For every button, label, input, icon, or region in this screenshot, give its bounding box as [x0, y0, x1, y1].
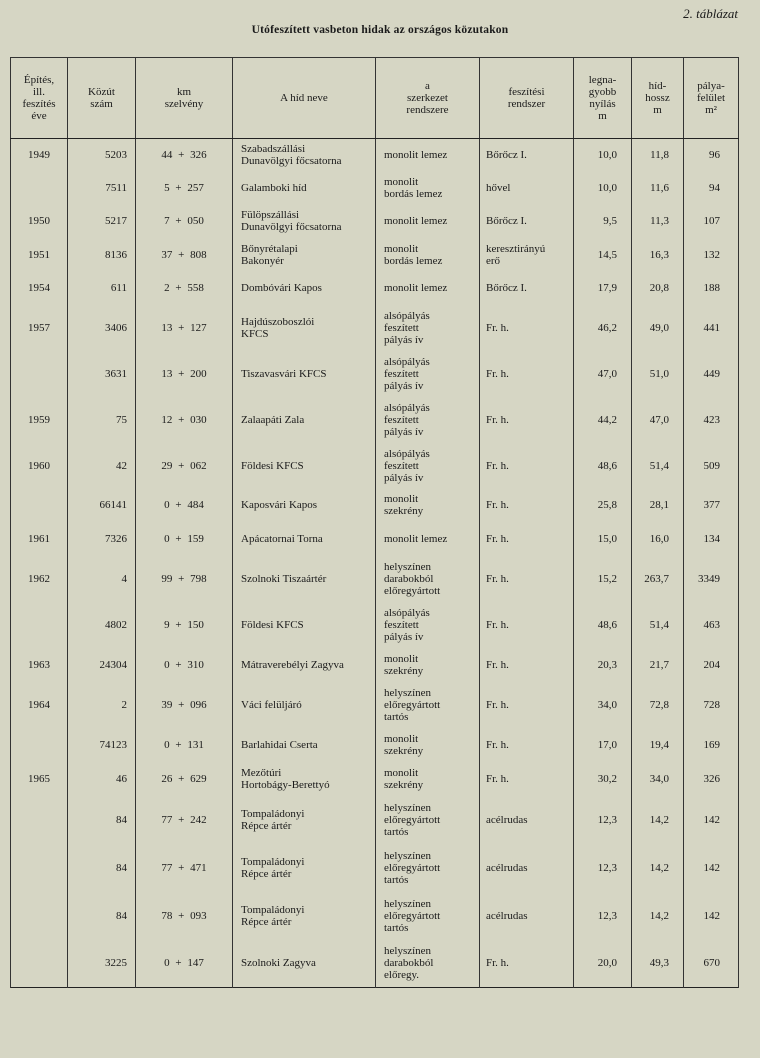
cell-road: 46 — [68, 762, 136, 796]
cell-name: Galamboki híd — [233, 171, 376, 205]
cell-name: Mezőtúri Hortobágy-Berettyó — [233, 762, 376, 796]
cell-name: Tompaládonyi Répce ártér — [233, 796, 376, 844]
cell-structure: alsópályás feszített pályás ív — [376, 305, 480, 351]
cell-year: 1962 — [11, 556, 68, 602]
cell-area: 509 — [684, 443, 739, 489]
cell-length: 14,2 — [632, 796, 684, 844]
cell-name: Fülöpszállási Dunavölgyi főcsatorna — [233, 205, 376, 238]
cell-km: 78 + 093 — [136, 892, 233, 940]
cell-year: 1963 — [11, 648, 68, 682]
cell-structure: monolit szekrény — [376, 728, 480, 762]
cell-structure: monolit szekrény — [376, 489, 480, 522]
cell-structure: monolit lemez — [376, 522, 480, 556]
cell-name: Zalaapáti Zala — [233, 397, 376, 443]
table-row — [11, 305, 739, 351]
cell-km: 99 + 798 — [136, 556, 233, 602]
cell-road: 4 — [68, 556, 136, 602]
cell-length: 11,6 — [632, 171, 684, 205]
cell-span: 10,0 — [574, 139, 632, 171]
cell-road: 42 — [68, 443, 136, 489]
cell-span: 44,2 — [574, 397, 632, 443]
cell-year: 1951 — [11, 238, 68, 272]
cell-length: 14,2 — [632, 844, 684, 892]
cell-structure: alsópályás feszített pályás ív — [376, 602, 480, 648]
cell-area: 3349 — [684, 556, 739, 602]
header-area: pálya- felület m² — [684, 58, 739, 139]
cell-name: Szabadszállási Dunavölgyi főcsatorna — [233, 139, 376, 171]
cell-span: 15,2 — [574, 556, 632, 602]
cell-system: Bőrőcz I. — [480, 205, 574, 238]
cell-system: Fr. h. — [480, 397, 574, 443]
cell-area: 670 — [684, 940, 739, 988]
cell-length: 19,4 — [632, 728, 684, 762]
table-row — [11, 556, 739, 602]
cell-km: 7 + 050 — [136, 205, 233, 238]
cell-span: 20,3 — [574, 648, 632, 682]
cell-system: keresztirányú erő — [480, 238, 574, 272]
cell-year — [11, 796, 68, 844]
cell-system: Bőrőcz I. — [480, 139, 574, 171]
cell-road: 8136 — [68, 238, 136, 272]
cell-structure: alsópályás feszített pályás ív — [376, 351, 480, 397]
cell-km: 2 + 558 — [136, 272, 233, 305]
cell-km: 77 + 471 — [136, 844, 233, 892]
cell-name: Földesi KFCS — [233, 602, 376, 648]
cell-system: acélrudas — [480, 844, 574, 892]
cell-name: Barlahidai Cserta — [233, 728, 376, 762]
cell-name: Hajdúszoboszlói KFCS — [233, 305, 376, 351]
cell-area: 142 — [684, 892, 739, 940]
cell-km: 37 + 808 — [136, 238, 233, 272]
cell-year — [11, 940, 68, 988]
cell-length: 51,4 — [632, 443, 684, 489]
header-structure: a szerkezet rendszere — [376, 58, 480, 139]
cell-structure: monolit bordás lemez — [376, 238, 480, 272]
cell-system: Fr. h. — [480, 522, 574, 556]
cell-year — [11, 844, 68, 892]
cell-name: Szolnoki Tiszaártér — [233, 556, 376, 602]
bridges-table — [10, 57, 739, 988]
cell-span: 17,0 — [574, 728, 632, 762]
cell-span: 15,0 — [574, 522, 632, 556]
cell-area: 134 — [684, 522, 739, 556]
cell-span: 17,9 — [574, 272, 632, 305]
cell-length: 51,0 — [632, 351, 684, 397]
cell-system: Fr. h. — [480, 728, 574, 762]
cell-span: 12,3 — [574, 796, 632, 844]
cell-year — [11, 892, 68, 940]
header-road: Közút szám — [68, 58, 136, 139]
table-row — [11, 272, 739, 305]
cell-length: 72,8 — [632, 682, 684, 728]
cell-km: 0 + 484 — [136, 489, 233, 522]
cell-system: Fr. h. — [480, 762, 574, 796]
cell-area: 204 — [684, 648, 739, 682]
cell-length: 14,2 — [632, 892, 684, 940]
cell-road: 74123 — [68, 728, 136, 762]
cell-road: 5203 — [68, 139, 136, 171]
table-row — [11, 844, 739, 892]
cell-km: 13 + 127 — [136, 305, 233, 351]
cell-km: 77 + 242 — [136, 796, 233, 844]
cell-system: acélrudas — [480, 796, 574, 844]
cell-area: 96 — [684, 139, 739, 171]
cell-length: 11,3 — [632, 205, 684, 238]
cell-area: 188 — [684, 272, 739, 305]
cell-span: 14,5 — [574, 238, 632, 272]
cell-length: 21,7 — [632, 648, 684, 682]
cell-name: Kaposvári Kapos — [233, 489, 376, 522]
header-km: km szelvény — [136, 58, 233, 139]
cell-structure: alsópályás feszített pályás ív — [376, 443, 480, 489]
cell-length: 20,8 — [632, 272, 684, 305]
cell-year — [11, 489, 68, 522]
cell-area: 326 — [684, 762, 739, 796]
table-row — [11, 489, 739, 522]
cell-km: 29 + 062 — [136, 443, 233, 489]
cell-year: 1964 — [11, 682, 68, 728]
cell-length: 263,7 — [632, 556, 684, 602]
cell-km: 44 + 326 — [136, 139, 233, 171]
table-header-row — [11, 58, 739, 139]
cell-name: Tompaládonyi Répce ártér — [233, 892, 376, 940]
cell-km: 39 + 096 — [136, 682, 233, 728]
cell-area: 107 — [684, 205, 739, 238]
cell-road: 4802 — [68, 602, 136, 648]
cell-span: 12,3 — [574, 892, 632, 940]
cell-area: 142 — [684, 844, 739, 892]
table-row — [11, 648, 739, 682]
cell-span: 10,0 — [574, 171, 632, 205]
table-row — [11, 351, 739, 397]
table-row — [11, 762, 739, 796]
cell-name: Váci felüljáró — [233, 682, 376, 728]
table-row — [11, 238, 739, 272]
cell-system: Fr. h. — [480, 940, 574, 988]
table-row — [11, 892, 739, 940]
header-span: legna- gyobb nyílás m — [574, 58, 632, 139]
cell-name: Mátraverebélyi Zagyva — [233, 648, 376, 682]
cell-road: 7511 — [68, 171, 136, 205]
cell-name: Dombóvári Kapos — [233, 272, 376, 305]
table-row — [11, 602, 739, 648]
cell-area: 728 — [684, 682, 739, 728]
cell-structure: monolit lemez — [376, 205, 480, 238]
cell-km: 26 + 629 — [136, 762, 233, 796]
cell-km: 0 + 310 — [136, 648, 233, 682]
table-row — [11, 171, 739, 205]
cell-span: 34,0 — [574, 682, 632, 728]
cell-system: hővel — [480, 171, 574, 205]
table-row — [11, 397, 739, 443]
cell-system: acélrudas — [480, 892, 574, 940]
cell-road: 24304 — [68, 648, 136, 682]
cell-structure: helyszínen előregyártott tartós — [376, 844, 480, 892]
table-number-label: 2. táblázat — [683, 6, 738, 21]
cell-structure: helyszínen előregyártott tartós — [376, 892, 480, 940]
cell-name: Szolnoki Zagyva — [233, 940, 376, 988]
cell-km: 0 + 147 — [136, 940, 233, 988]
header-year: Építés, ill. feszítés éve — [11, 58, 68, 139]
cell-road: 611 — [68, 272, 136, 305]
cell-year — [11, 602, 68, 648]
cell-system: Fr. h. — [480, 602, 574, 648]
cell-km: 5 + 257 — [136, 171, 233, 205]
cell-year — [11, 351, 68, 397]
cell-span: 25,8 — [574, 489, 632, 522]
cell-system: Fr. h. — [480, 443, 574, 489]
cell-road: 3631 — [68, 351, 136, 397]
cell-road: 5217 — [68, 205, 136, 238]
cell-area: 463 — [684, 602, 739, 648]
table-row — [11, 940, 739, 988]
cell-year: 1960 — [11, 443, 68, 489]
cell-road: 66141 — [68, 489, 136, 522]
cell-structure: monolit szekrény — [376, 648, 480, 682]
cell-system: Fr. h. — [480, 648, 574, 682]
cell-year: 1954 — [11, 272, 68, 305]
cell-area: 377 — [684, 489, 739, 522]
cell-area: 142 — [684, 796, 739, 844]
cell-structure: helyszínen darabokból előregy. — [376, 940, 480, 988]
cell-km: 9 + 150 — [136, 602, 233, 648]
cell-year — [11, 728, 68, 762]
table-body — [11, 139, 739, 988]
cell-year: 1957 — [11, 305, 68, 351]
cell-km: 0 + 159 — [136, 522, 233, 556]
cell-system: Fr. h. — [480, 556, 574, 602]
cell-length: 16,3 — [632, 238, 684, 272]
cell-span: 48,6 — [574, 443, 632, 489]
table-title: Utófeszített vasbeton hidak az országos közutakon — [251, 24, 509, 36]
cell-length: 51,4 — [632, 602, 684, 648]
cell-year: 1959 — [11, 397, 68, 443]
cell-structure: helyszínen előregyártott tartós — [376, 796, 480, 844]
header-length: híd- hossz m — [632, 58, 684, 139]
cell-year: 1949 — [11, 139, 68, 171]
cell-year: 1950 — [11, 205, 68, 238]
cell-area: 449 — [684, 351, 739, 397]
cell-name: Tompaládonyi Répce ártér — [233, 844, 376, 892]
cell-system: Fr. h. — [480, 305, 574, 351]
cell-area: 423 — [684, 397, 739, 443]
cell-span: 46,2 — [574, 305, 632, 351]
cell-length: 16,0 — [632, 522, 684, 556]
cell-area: 132 — [684, 238, 739, 272]
cell-structure: monolit lemez — [376, 272, 480, 305]
cell-span: 30,2 — [574, 762, 632, 796]
cell-year: 1965 — [11, 762, 68, 796]
cell-road: 2 — [68, 682, 136, 728]
cell-name: Tiszavasvári KFCS — [233, 351, 376, 397]
cell-structure: monolit lemez — [376, 139, 480, 171]
cell-area: 169 — [684, 728, 739, 762]
cell-system: Fr. h. — [480, 489, 574, 522]
cell-area: 441 — [684, 305, 739, 351]
table-row — [11, 205, 739, 238]
header-name: A híd neve — [233, 58, 376, 139]
cell-road: 3406 — [68, 305, 136, 351]
cell-structure: helyszínen darabokból előregyártott — [376, 556, 480, 602]
cell-road: 84 — [68, 892, 136, 940]
table-row — [11, 522, 739, 556]
cell-length: 28,1 — [632, 489, 684, 522]
cell-system: Bőrőcz I. — [480, 272, 574, 305]
header-system: feszítési rendszer — [480, 58, 574, 139]
cell-length: 47,0 — [632, 397, 684, 443]
cell-road: 84 — [68, 844, 136, 892]
cell-span: 48,6 — [574, 602, 632, 648]
cell-structure: monolit szekrény — [376, 762, 480, 796]
cell-year: 1961 — [11, 522, 68, 556]
cell-road: 84 — [68, 796, 136, 844]
cell-structure: helyszínen előregyártott tartós — [376, 682, 480, 728]
cell-road: 3225 — [68, 940, 136, 988]
cell-structure: monolit bordás lemez — [376, 171, 480, 205]
cell-length: 49,0 — [632, 305, 684, 351]
cell-span: 47,0 — [574, 351, 632, 397]
table-row — [11, 728, 739, 762]
cell-span: 12,3 — [574, 844, 632, 892]
table-row — [11, 682, 739, 728]
cell-year — [11, 171, 68, 205]
cell-km: 13 + 200 — [136, 351, 233, 397]
cell-system: Fr. h. — [480, 682, 574, 728]
table-row — [11, 796, 739, 844]
cell-name: Bőnyrétalapi Bakonyér — [233, 238, 376, 272]
cell-span: 9,5 — [574, 205, 632, 238]
cell-length: 49,3 — [632, 940, 684, 988]
cell-system: Fr. h. — [480, 351, 574, 397]
cell-km: 0 + 131 — [136, 728, 233, 762]
cell-km: 12 + 030 — [136, 397, 233, 443]
cell-length: 11,8 — [632, 139, 684, 171]
cell-structure: alsópályás feszített pályás ív — [376, 397, 480, 443]
cell-name: Földesi KFCS — [233, 443, 376, 489]
table-row — [11, 139, 739, 171]
cell-name: Apácatornai Torna — [233, 522, 376, 556]
cell-road: 75 — [68, 397, 136, 443]
table-row — [11, 443, 739, 489]
cell-area: 94 — [684, 171, 739, 205]
cell-length: 34,0 — [632, 762, 684, 796]
cell-road: 7326 — [68, 522, 136, 556]
cell-span: 20,0 — [574, 940, 632, 988]
